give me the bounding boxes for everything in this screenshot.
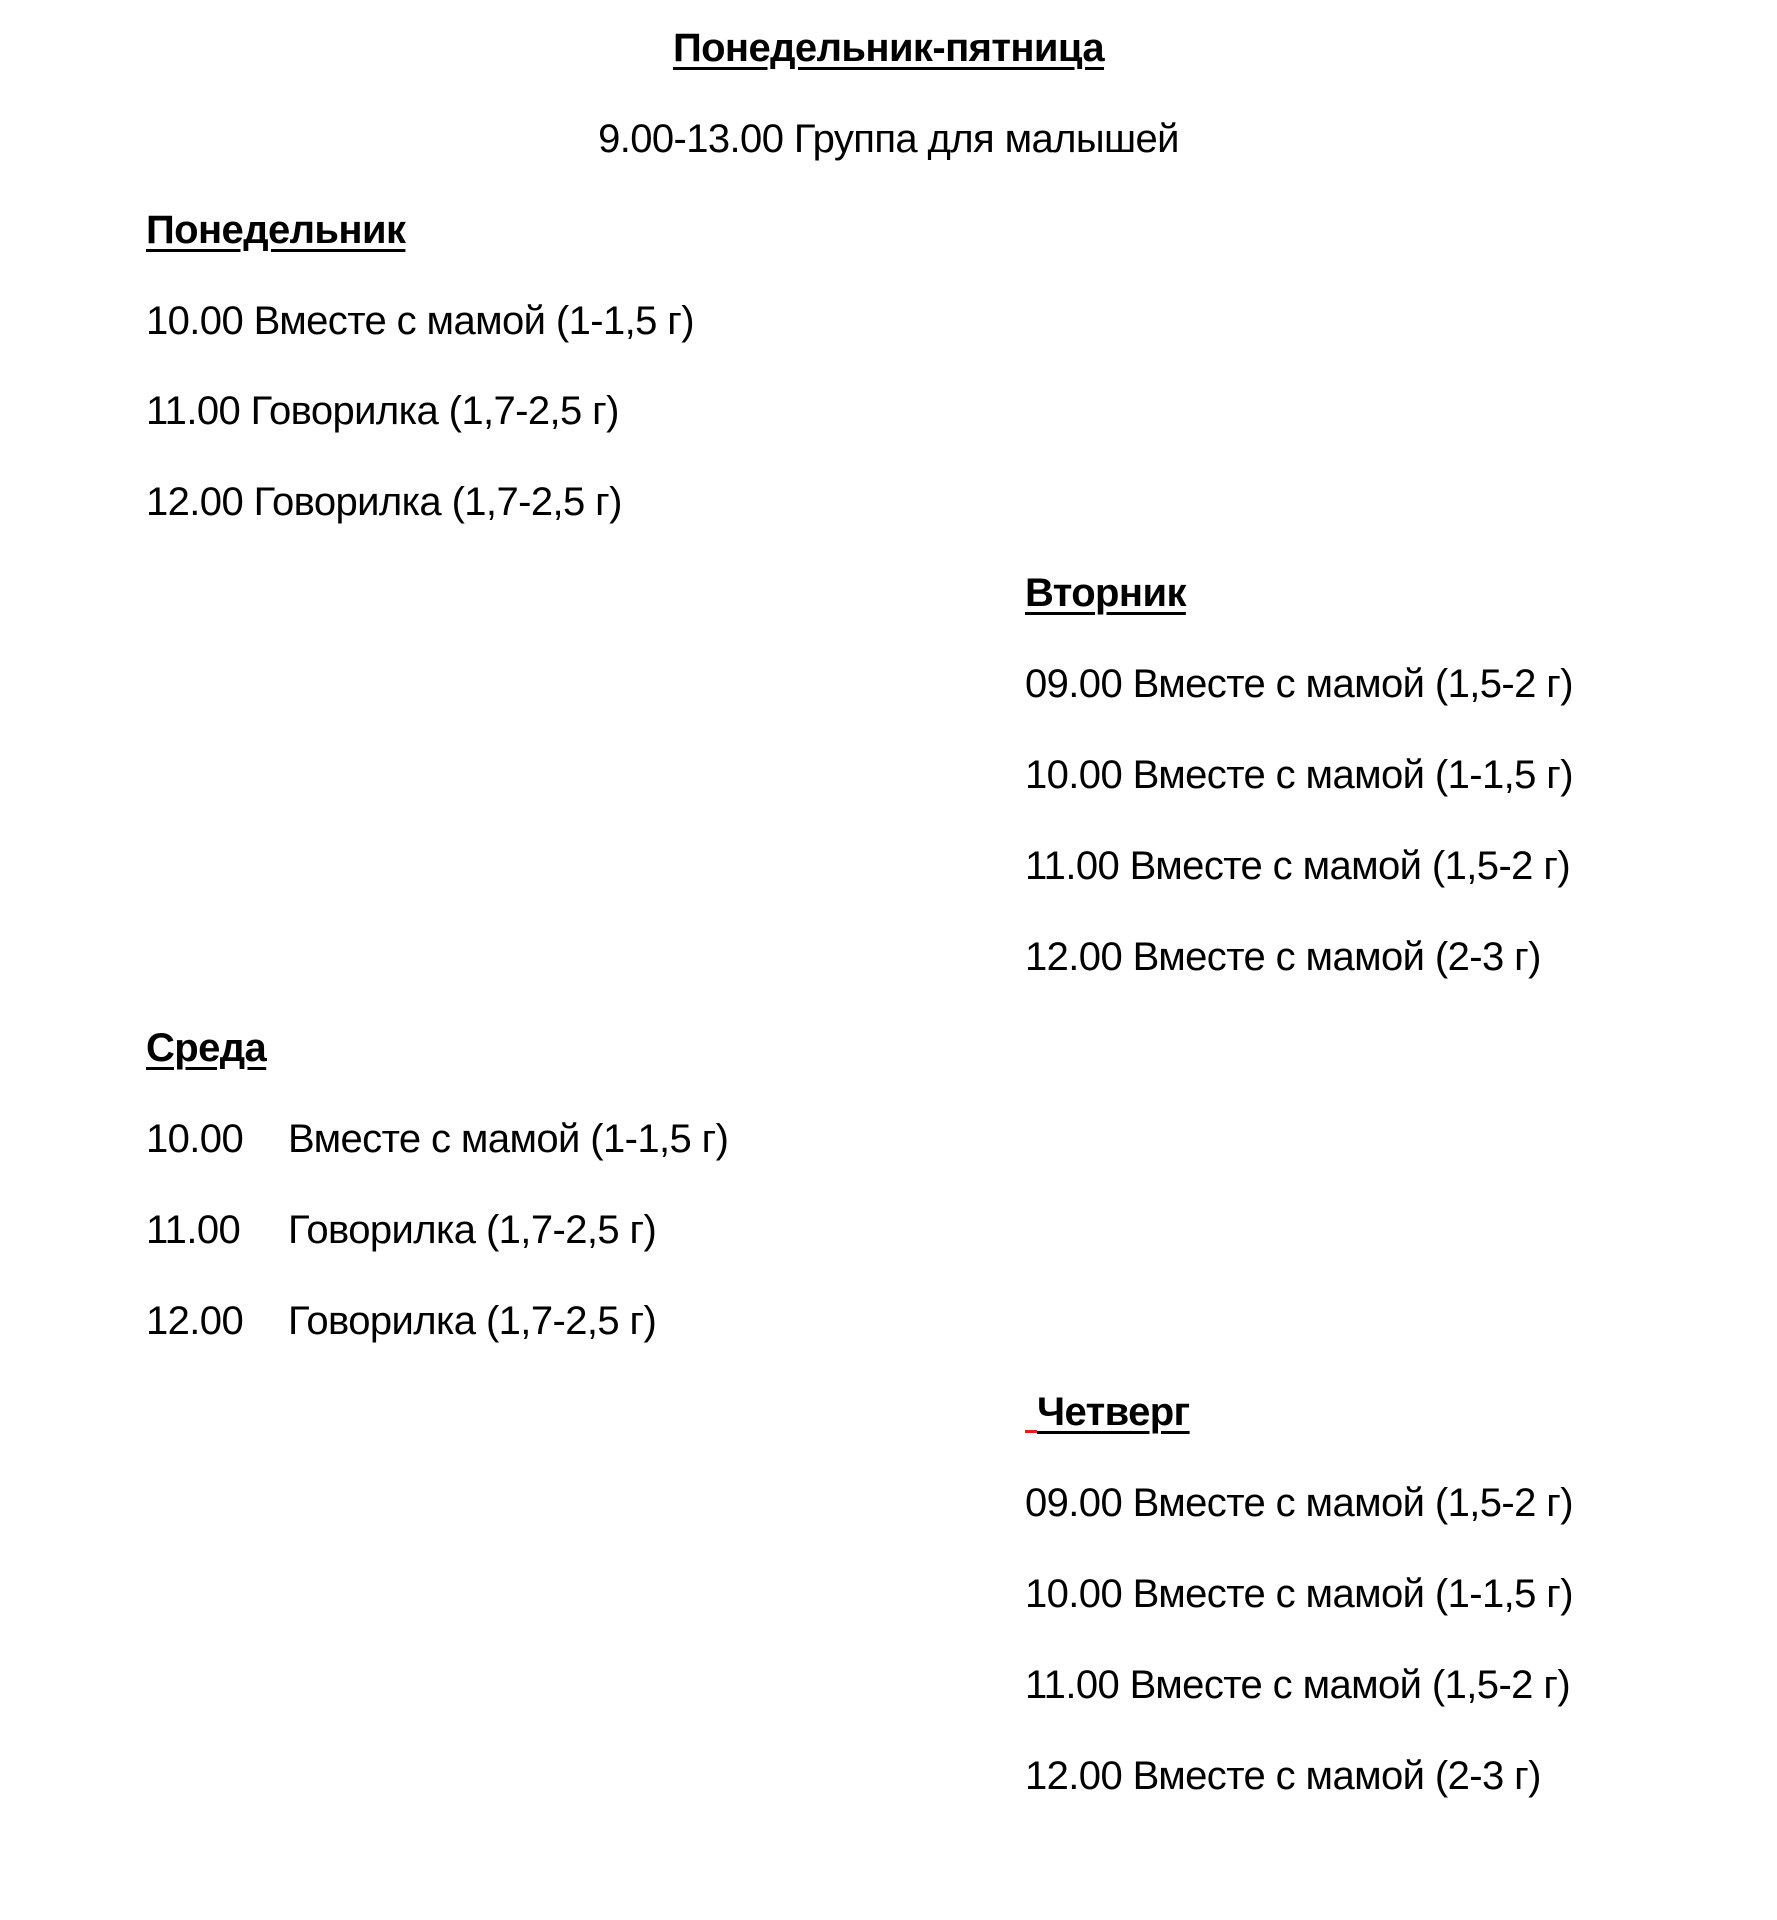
schedule-entry	[146, 478, 622, 526]
document-subtitle: 9.00-13.00 Группа для малышей	[598, 117, 1179, 161]
entry-time: 10.00	[146, 1117, 244, 1161]
entry-activity: Вместе с мамой (2-3 г)	[1132, 935, 1541, 979]
spellcheck-mark	[1025, 1430, 1037, 1433]
entry-time: 11.00	[146, 389, 241, 433]
schedule-entry	[146, 297, 694, 345]
entry-activity: Говорилка (1,7-2,5 г)	[250, 389, 619, 433]
entry-activity: Говорилка (1,7-2,5 г)	[253, 480, 622, 524]
entry-time: 10.00	[1025, 1572, 1123, 1616]
entry-activity: Вместе с мамой (1-1,5 г)	[288, 1117, 729, 1161]
schedule-entry	[1025, 1479, 1573, 1527]
schedule-entry	[146, 1206, 656, 1254]
day-heading-wednesday: Среда	[146, 1026, 267, 1070]
entry-time: 09.00	[1025, 1481, 1123, 1525]
entry-time: 10.00	[146, 299, 244, 343]
entry-activity: Вместе с мамой (1-1,5 г)	[253, 299, 695, 343]
entry-activity: Вместе с мамой (1,5-2 г)	[1129, 844, 1571, 888]
schedule-entry	[146, 1297, 656, 1345]
schedule-entry	[1025, 842, 1570, 890]
schedule-entry	[1025, 751, 1573, 799]
day-heading-thursday: Четверг	[1037, 1390, 1190, 1434]
document-title: Понедельник-пятница	[672, 26, 1105, 70]
day-heading-monday: Понедельник	[146, 208, 406, 252]
entry-time: 12.00	[146, 480, 244, 524]
day-heading-tuesday: Вторник	[1025, 571, 1186, 615]
entry-activity: Вместе с мамой (1,5-2 г)	[1132, 1481, 1574, 1525]
schedule-entry	[1025, 933, 1541, 981]
schedule-entry	[1025, 660, 1573, 708]
schedule-entry	[1025, 1570, 1573, 1618]
entry-activity: Говорилка (1,7-2,5 г)	[288, 1299, 657, 1343]
entry-time: 12.00	[1025, 1754, 1123, 1798]
day-heading-row-thursday	[1025, 1388, 1190, 1436]
entry-time: 12.00	[1025, 935, 1123, 979]
schedule-entry	[146, 387, 619, 435]
entry-activity: Вместе с мамой (1,5-2 г)	[1129, 1663, 1571, 1707]
entry-activity: Вместе с мамой (1,5-2 г)	[1132, 662, 1574, 706]
schedule-entry	[146, 1115, 728, 1163]
entry-time: 11.00	[146, 1208, 241, 1252]
schedule-entry	[1025, 1661, 1570, 1709]
entry-activity: Вместе с мамой (2-3 г)	[1132, 1754, 1541, 1798]
entry-time: 11.00	[1025, 1663, 1120, 1707]
schedule-entry	[1025, 1752, 1541, 1800]
entry-activity: Говорилка (1,7-2,5 г)	[288, 1208, 657, 1252]
entry-time: 09.00	[1025, 662, 1123, 706]
entry-time: 11.00	[1025, 844, 1120, 888]
entry-time: 12.00	[146, 1299, 244, 1343]
entry-activity: Вместе с мамой (1-1,5 г)	[1132, 753, 1574, 797]
entry-activity: Вместе с мамой (1-1,5 г)	[1132, 1572, 1574, 1616]
entry-time: 10.00	[1025, 753, 1123, 797]
